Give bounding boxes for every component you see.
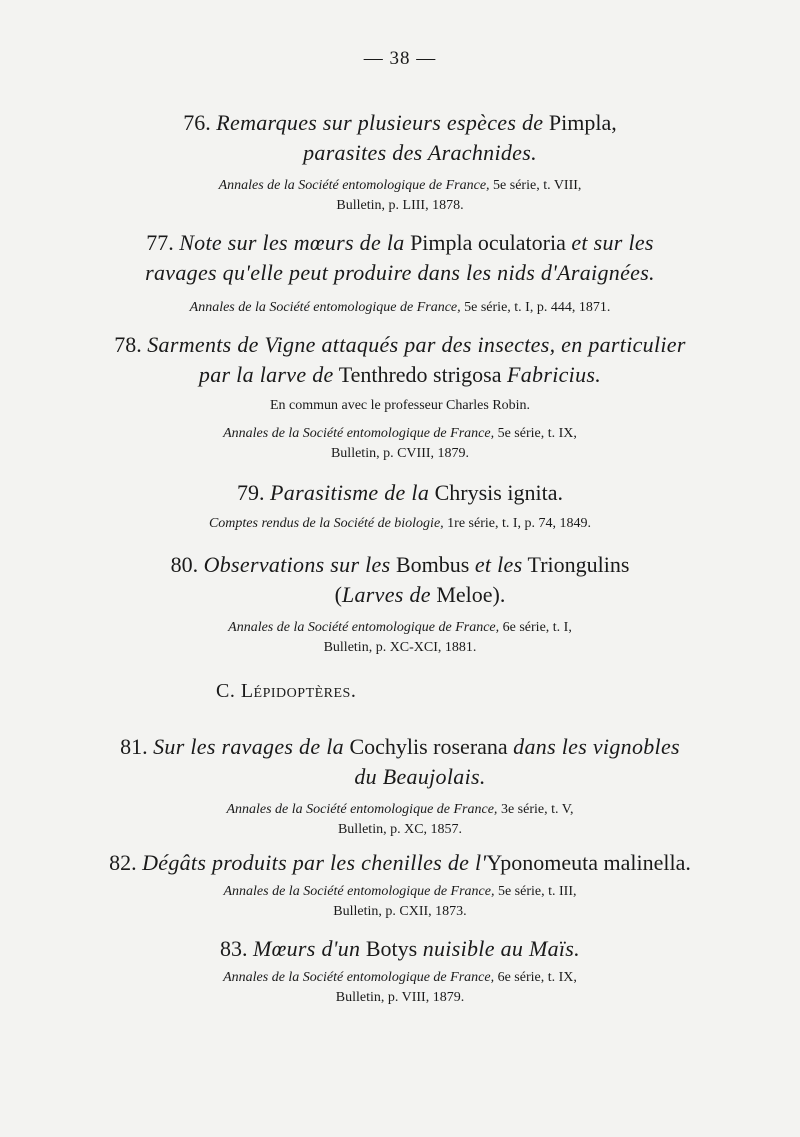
reference: [0, 968, 800, 988]
volume: 3e série, t. V,: [500, 802, 574, 817]
entry-number: 82.: [109, 850, 137, 875]
title-roman: Chrysis ignita.: [434, 480, 563, 505]
reference: [0, 514, 800, 534]
volume: 5e série, t. IX,: [497, 426, 577, 441]
volume: 6e série, t. I,: [502, 620, 572, 635]
title-italic: Larves de: [341, 582, 431, 607]
title-italic: Parasitisme de la: [270, 480, 430, 505]
entry-title-line2: [0, 138, 800, 168]
journal: Annales de la Société entomologique de France,: [226, 802, 498, 817]
reference-bulletin: Bulletin, p. CXII, 1873.: [333, 904, 467, 919]
entry-76: [0, 108, 800, 216]
entry-title: [0, 848, 800, 878]
entry-number: 80.: [170, 552, 199, 577]
title-italic: Sur les ravages de la: [153, 734, 344, 759]
volume: 1re série, t. I, p. 74, 1849.: [447, 516, 592, 531]
title-roman: Pimpla oculatoria: [410, 230, 566, 255]
entry-title-line2: [0, 580, 800, 610]
title-italic: nuisible au Maïs.: [422, 936, 580, 961]
reference: [0, 800, 800, 820]
entry-title: [0, 732, 800, 762]
entry-number: 83.: [220, 936, 248, 961]
reference: [0, 882, 800, 902]
title-italic: Sarments de Vigne attaqués par des insectes, en particulier: [147, 332, 686, 357]
reference-bulletin: Bulletin, p. XC, 1857.: [337, 822, 463, 837]
entry-79: [0, 478, 800, 534]
journal: Annales de la Société entomologique de France,: [223, 884, 495, 899]
volume: 5e série, t. I, p. 444, 1871.: [464, 300, 611, 315]
journal: Annales de la Société entomologique de France,: [218, 178, 490, 193]
title-roman: Cochylis roserana: [349, 734, 508, 759]
page-number: — 38 —: [363, 48, 437, 69]
reference: [0, 618, 800, 638]
entry-title-line2: [0, 258, 800, 288]
entry-title: [0, 550, 800, 580]
entry-number: 76.: [183, 110, 211, 135]
entry-81: [0, 732, 800, 840]
title-italic: Fabricius.: [507, 362, 602, 387]
title-italic: ravages qu'elle peut produire dans les nids d'Araignées.: [145, 260, 655, 285]
entry-78: [0, 330, 800, 464]
journal: Annales de la Société entomologique de France,: [223, 426, 495, 441]
reference-bulletin: Bulletin, p. XC-XCI, 1881.: [323, 640, 477, 655]
journal: Annales de la Société entomologique de France,: [189, 300, 461, 315]
entry-title-line2: [0, 762, 800, 792]
title-italic: Note sur les mœurs de la: [179, 230, 405, 255]
entry-77: [0, 228, 800, 318]
entry-title: [0, 228, 800, 258]
title-roman: Botys: [365, 936, 418, 961]
reference: [0, 424, 800, 444]
entry-number: 79.: [237, 480, 265, 505]
entry-number: 78.: [114, 332, 142, 357]
entry-number: 77.: [146, 230, 174, 255]
title-italic: du Beaujolais.: [354, 764, 486, 789]
entry-title: [0, 478, 800, 508]
title-italic: Observations sur les: [203, 552, 391, 577]
volume: 6e série, t. IX,: [497, 970, 577, 985]
title-paren: (: [334, 582, 342, 607]
reference: [0, 176, 800, 196]
title-italic: Dégâts produits par les chenilles de l': [142, 850, 487, 875]
volume: 5e série, t. VIII,: [493, 178, 582, 193]
title-roman: Bombus: [395, 552, 470, 577]
reference-bulletin: Bulletin, p. VIII, 1879.: [335, 990, 465, 1005]
entry-title: [0, 330, 800, 360]
title-italic: et sur les: [571, 230, 654, 255]
journal: Comptes rendus de la Société de biologie,: [208, 516, 444, 531]
entry-80: [0, 550, 800, 658]
title-italic: Remarques sur plusieurs espèces de: [216, 110, 544, 135]
entry-title-line2: [0, 360, 800, 390]
title-roman: Meloe).: [436, 582, 506, 607]
journal: Annales de la Société entomologique de France,: [223, 970, 495, 985]
title-roman: Pimpla,: [548, 110, 617, 135]
reference-bulletin: Bulletin, p. CVIII, 1879.: [330, 446, 470, 461]
reference-bulletin: Bulletin, p. LIII, 1878.: [336, 198, 464, 213]
title-italic: Mœurs d'un: [253, 936, 361, 961]
title-roman: Tenthredo strigosa: [338, 362, 502, 387]
entry-83: [0, 934, 800, 1008]
title-italic: et les: [474, 552, 523, 577]
title-italic: par la larve de: [198, 362, 334, 387]
entry-title: [0, 108, 800, 138]
entry-title: [0, 934, 800, 964]
title-italic: parasites des Arachnides.: [303, 140, 537, 165]
volume: 5e série, t. III,: [497, 884, 577, 899]
journal: Annales de la Société entomologique de France,: [228, 620, 500, 635]
title-italic: dans les vignobles: [513, 734, 680, 759]
reference: [0, 298, 800, 318]
section-heading: C. Lépidoptères.: [216, 680, 357, 702]
title-roman: Triongulins: [527, 552, 630, 577]
collaboration-note: En commun avec le professeur Charles Robin.: [269, 398, 531, 413]
entry-number: 81.: [120, 734, 148, 759]
entry-82: [0, 848, 800, 922]
title-roman: Yponomeuta malinella.: [486, 850, 691, 875]
